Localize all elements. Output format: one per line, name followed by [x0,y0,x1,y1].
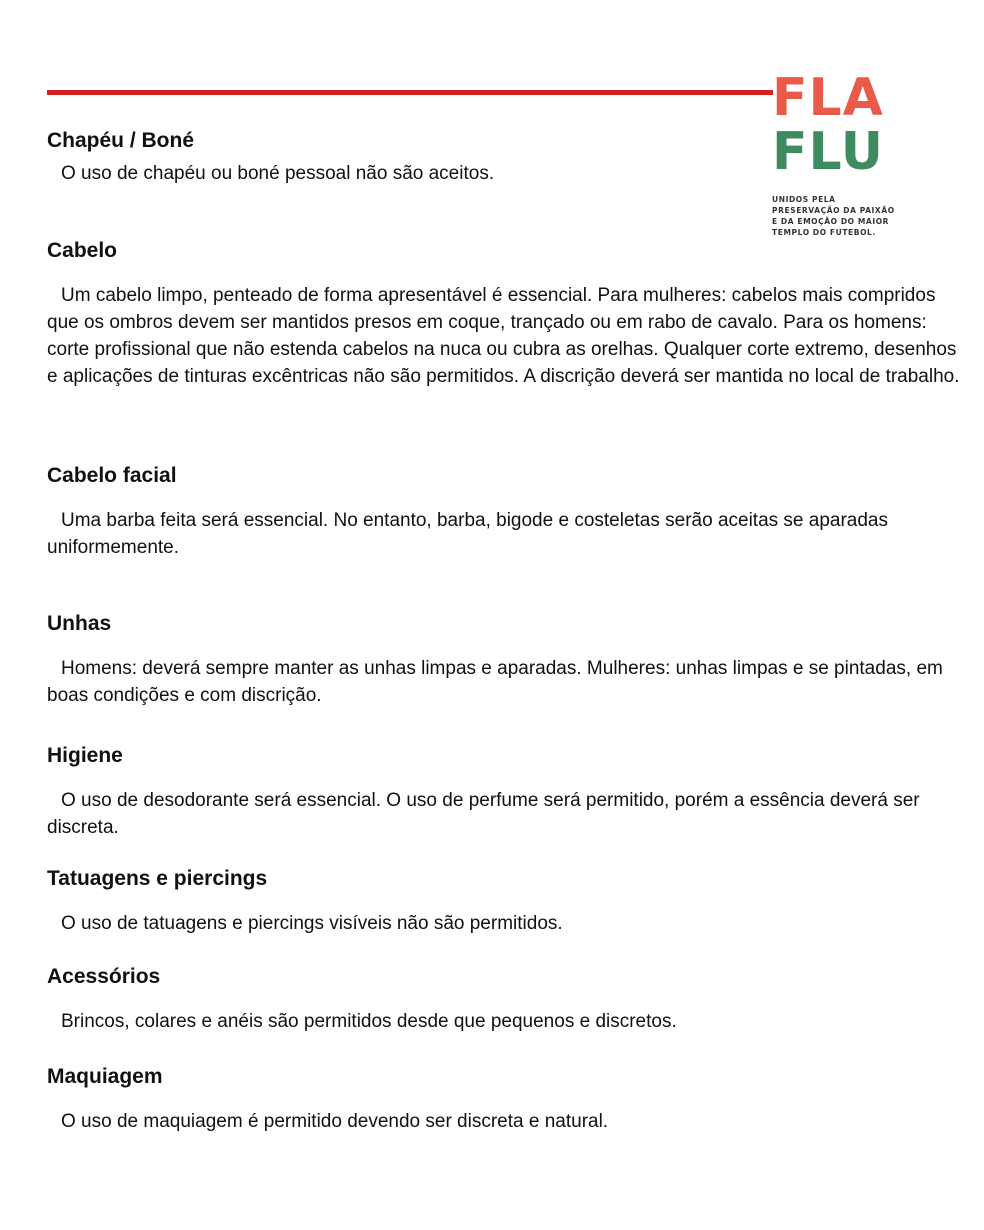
section-chapeu [47,128,747,187]
section-acessorios [47,964,967,1035]
section-text: O uso de maquiagem é permitido devendo ser discreta e natural. [61,1111,609,1132]
logo-fla-text: FLA [772,68,884,128]
logo-flu-text: FLU [772,122,885,182]
section-text: Homens: deverá sempre manter as unhas limpas e aparadas. Mulheres: unhas limpas e se pintadas, em boas condições e com discrição. [47,658,943,706]
section-text: O uso de desodorante será essencial. O uso de perfume será permitido, porém a essência deverá ser discreta. [47,790,920,838]
section-title: Chapéu / Boné [47,129,195,152]
section-title: Acessórios [47,965,161,988]
section-title: Tatuagens e piercings [47,867,268,890]
section-title: Cabelo [47,239,118,262]
section-title: Cabelo facial [47,464,177,487]
section-higiene [47,743,967,841]
section-unhas [47,611,967,709]
section-cabelo [47,238,967,390]
section-text: Um cabelo limpo, penteado de forma apresentável é essencial. Para mulheres: cabelos mais compridos que os ombros devem ser mantidos presos em coque, trançado ou em rabo de cavalo. Para os homens: corte profissional que não estenda cabelos na nuca ou cubra as orelhas. Qualquer corte extremo, desenhos e aplicações de tinturas excêntricas não são permitidos. A discrição deverá ser mantida no local de trabalho. [47,285,960,387]
section-tatuagens [47,866,967,937]
section-text: Uma barba feita será essencial. No entanto, barba, bigode e costeletas serão aceitas se aparadas uniformemente. [47,510,889,558]
logo-tagline: UNIDOS PELA PRESERVAÇÃO DA PAIXÃO E DA EMOÇÃO DO MAIOR TEMPLO DO FUTEBOL. [772,195,895,237]
section-title: Maquiagem [47,1065,163,1088]
section-title: Unhas [47,612,112,635]
fla-flu-logo [772,68,922,238]
section-text: Brincos, colares e anéis são permitidos desde que pequenos e discretos. [61,1011,677,1032]
section-title: Higiene [47,744,123,767]
section-text: O uso de tatuagens e piercings visíveis não são permitidos. [61,913,563,934]
section-text: O uso de chapéu ou boné pessoal não são aceitos. [61,163,495,184]
section-cabelo-facial [47,463,967,561]
section-maquiagem [47,1064,967,1135]
top-red-rule [47,90,773,95]
